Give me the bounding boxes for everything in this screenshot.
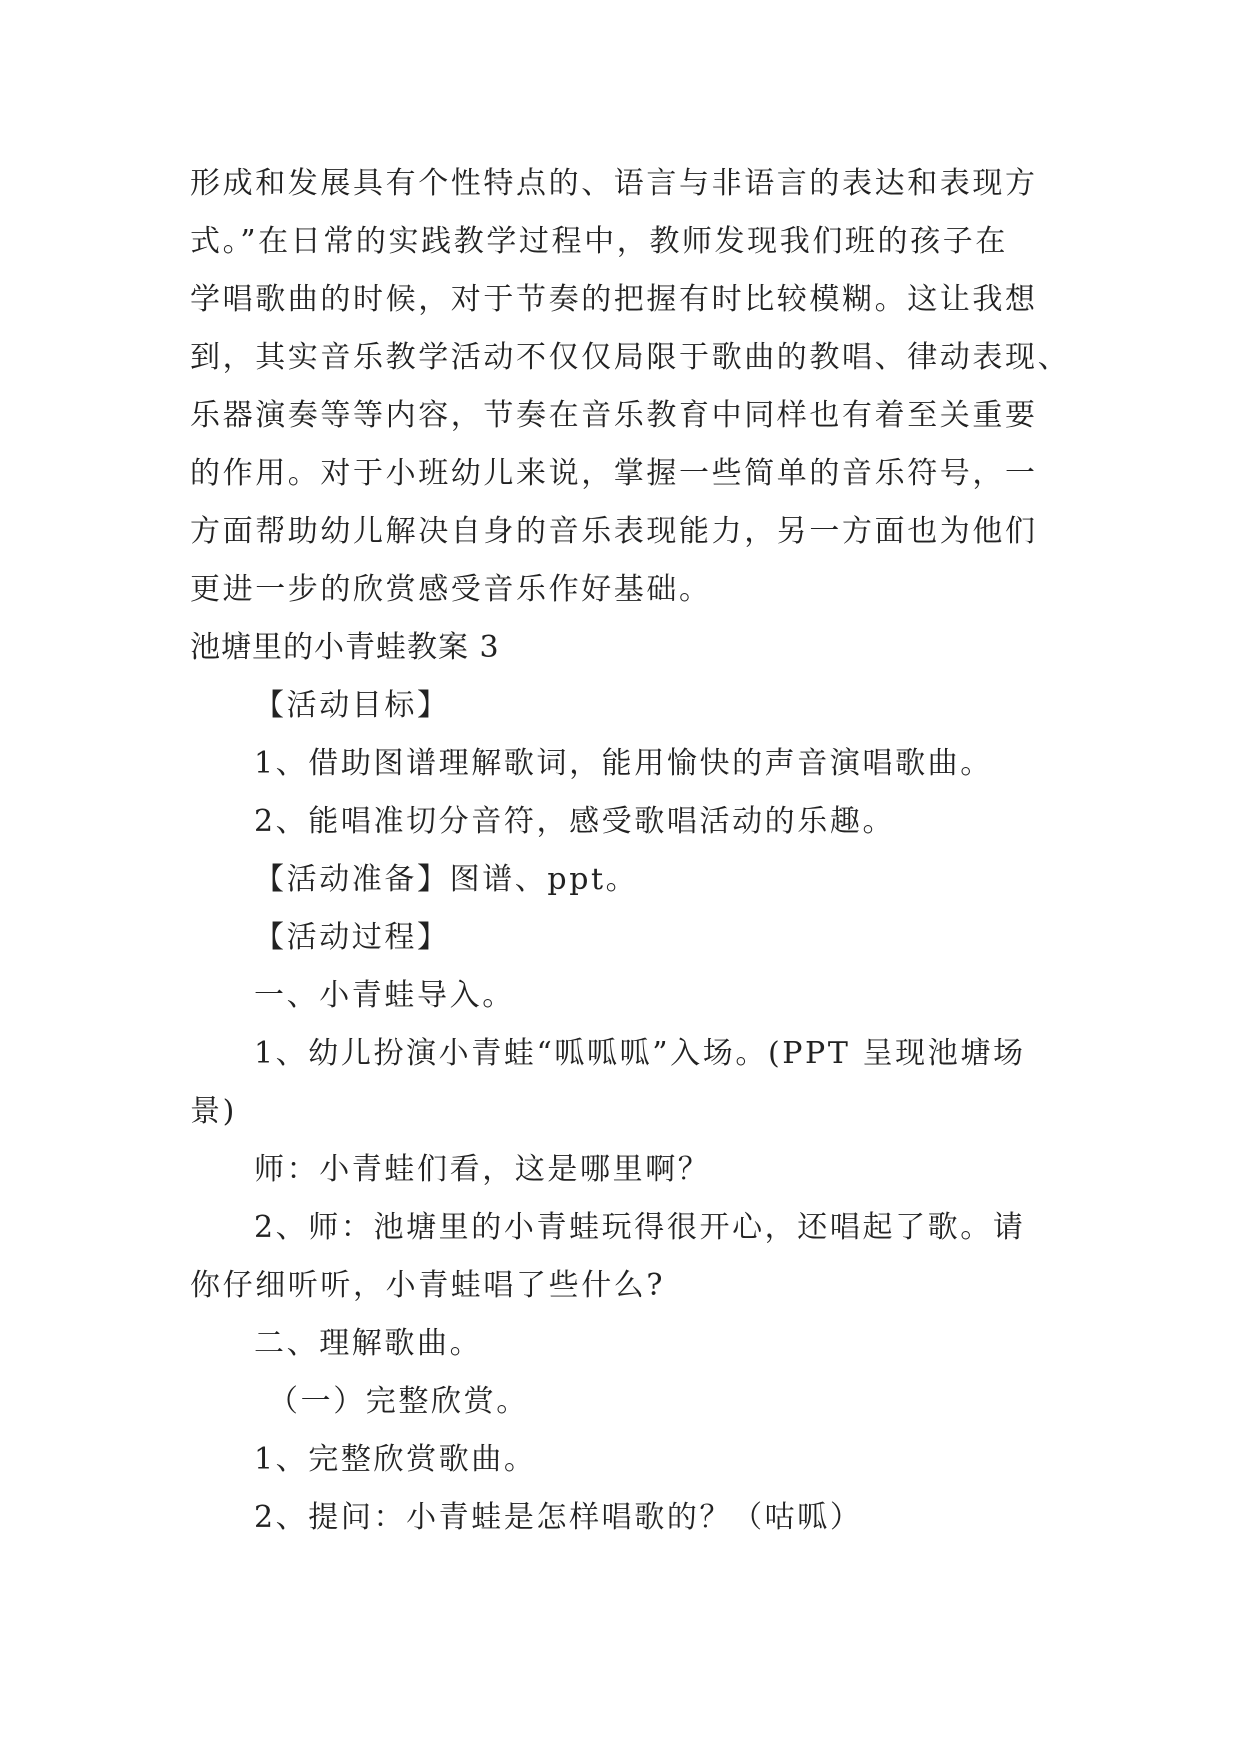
goal-item: 2、能唱准切分音符，感受歌唱活动的乐趣。 (254, 804, 896, 839)
process-part1-title: 一、小青蛙导入。 (254, 978, 515, 1013)
process-subsection: （一）完整欣赏。 (268, 1384, 529, 1419)
process-part2-title: 二、理解歌曲。 (254, 1326, 483, 1361)
prep-line: 【活动准备】图谱、ppt。 (254, 862, 639, 897)
process-item-continuation: 景) (190, 1094, 237, 1129)
teacher-question: 师：小青蛙们看，这是哪里啊？ (254, 1152, 711, 1187)
process-item-continuation: 你仔细听听，小青蛙唱了些什么? (190, 1268, 666, 1303)
process-item: 1、幼儿扮演小青蛙“呱呱呱”入场。(PPT 呈现池塘场 (254, 1036, 1026, 1071)
process-item: 2、师：池塘里的小青蛙玩得很开心，还唱起了歌。请 (254, 1210, 1026, 1245)
paragraph-line: 方面帮助幼儿解决自身的音乐表现能力，另一方面也为他们 (190, 514, 1038, 549)
process-heading: 【活动过程】 (254, 920, 450, 955)
paragraph-line: 的作用。对于小班幼儿来说，掌握一些简单的音乐符号，一 (190, 456, 1038, 491)
process-item: 2、提问：小青蛙是怎样唱歌的？（咕呱） (254, 1500, 863, 1535)
intro-paragraph (190, 155, 1071, 619)
paragraph-line: 式。”在日常的实践教学过程中，教师发现我们班的孩子在 (190, 224, 1008, 259)
paragraph-line: 乐器演奏等等内容，节奏在音乐教育中同样也有着至关重要 (190, 398, 1038, 433)
goal-item: 1、借助图谱理解歌词，能用愉快的声音演唱歌曲。 (254, 746, 993, 781)
paragraph-line: 形成和发展具有个性特点的、语言与非语言的表达和表现方 (190, 166, 1038, 201)
process-item: 1、完整欣赏歌曲。 (254, 1442, 537, 1477)
section-title: 池塘里的小青蛙教案 3 (190, 630, 500, 665)
goals-heading: 【活动目标】 (254, 688, 450, 723)
paragraph-line: 到，其实音乐教学活动不仅仅局限于歌曲的教唱、律动表现、 (190, 340, 1071, 375)
paragraph-line: 学唱歌曲的时候，对于节奏的把握有时比较模糊。这让我想 (190, 282, 1038, 317)
paragraph-line: 更进一步的欣赏感受音乐作好基础。 (190, 572, 712, 607)
document-body (190, 155, 1071, 1547)
